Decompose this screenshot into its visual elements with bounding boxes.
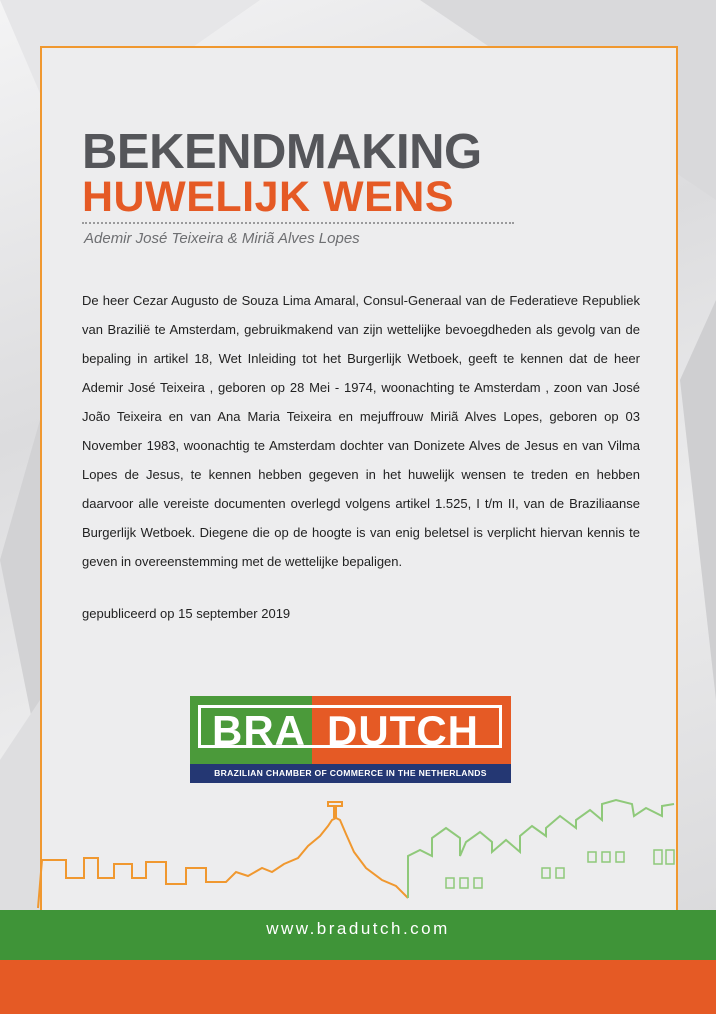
title-huwelijk-wens: HUWELIJK WENS — [82, 173, 454, 221]
couple-names: Ademir José Teixeira & Miriã Alves Lopes — [84, 230, 360, 247]
title-bekendmaking: BEKENDMAKING — [82, 125, 482, 179]
logo-bra-text: BRA — [212, 707, 306, 754]
logo-tagline: BRAZILIAN CHAMBER OF COMMERCE IN THE NETHERLANDS — [190, 764, 511, 783]
bradutch-logo — [190, 696, 511, 783]
footer-orange-band — [0, 960, 716, 1014]
publication-date: gepubliceerd op 15 september 2019 — [82, 606, 291, 621]
dotted-divider — [82, 222, 514, 224]
city-skyline-illustration — [36, 798, 676, 910]
website-url[interactable]: www.bradutch.com — [266, 919, 450, 938]
announcement-body: De heer Cezar Augusto de Souza Lima Amaral, Consul-Generaal van de Federatieve Republiek van Brazilië te Amsterdam, gebruikmakend van zijn wettelijke bevoegdheden als gevolg van de bepaling in artikel 18, Wet Inleiding tot het Burgerlijk Wetboek, geeft te kennen dat de heer Ademir José Teixeira , geboren op 28 Mei - 1974, woonachting te Amsterdam , zoon van José João Teixeira en van Ana Maria Teixeira en mejuffrouw Miriã Alves Lopes, geboren op 03 November 1983, woonachtig te Amsterdam dochter van Donizete Alves de Jesus en van Vilma Lopes de Jesus, te kennen hebben gegeven in het huwelijk wensen te treden en hebben daarvoor alle vereiste documenten overlegd volgens artikel 1.525, I t/m II, van de Braziliaanse Burgerlijk Wetboek. Diegene die op de hoogte is van enig beletsel is verplicht hiervan kennis te geven in overeenstemming met de wettelijke bepaligen. — [82, 293, 640, 569]
logo-wordmark-border — [198, 705, 502, 754]
logo-dutch-text: DUTCH — [327, 707, 479, 754]
